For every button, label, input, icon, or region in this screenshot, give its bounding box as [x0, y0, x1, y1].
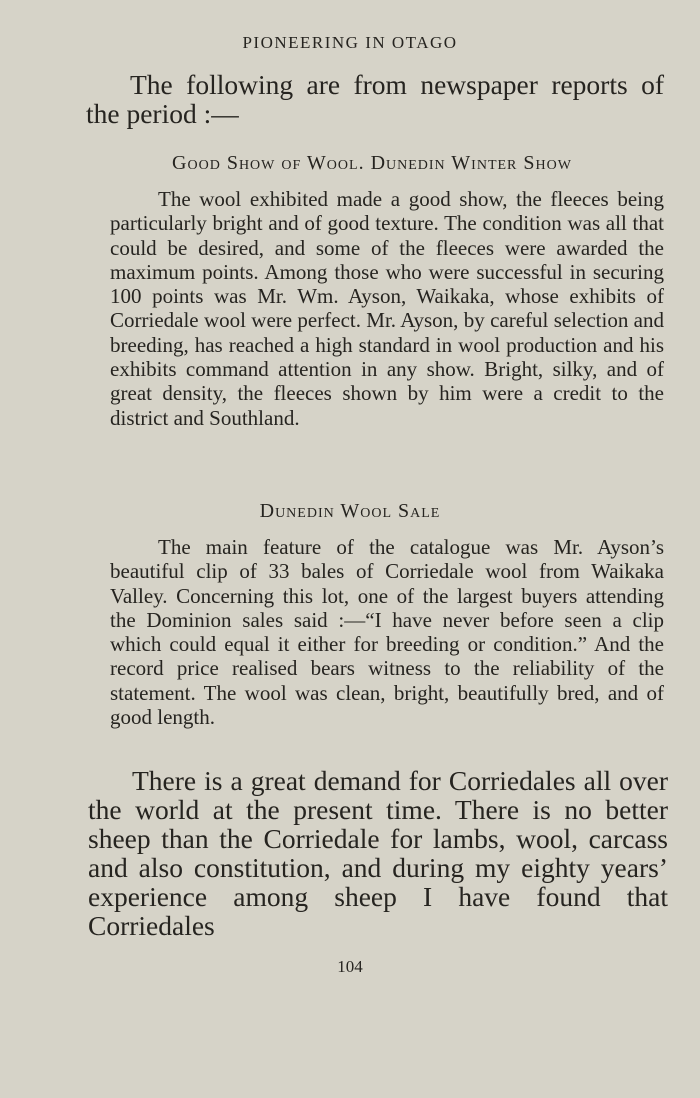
- report-paragraph-wool-sale: The main feature of the catalogue was Mr. Ayson’s beautiful clip of 33 bales of Corriedale wool from Waikaka Valley. Concerning this lot, one of the largest buyers attending the Dominion sales said :—“I have never before seen a clip which could equal it either for breeding or condition.” And the record price realised bears witness to the reliability of the statement. The wool was clean, bright, beautifully bred, and of good length.: [110, 535, 664, 730]
- report-paragraph-wool-show: The wool exhibited made a good show, the fleeces being particularly bright and of good texture. The condition was all that could be desired, and some of the fleeces were awarded the maximum points. Among those who were successful in securing 100 points was Mr. Wm. Ayson, Waikaka, whose exhibits of Corriedale wool were perfect. Mr. Ayson, by careful selection and breeding, has reached a high standard in wool production and his exhibits command attention in any show. Bright, silky, and of great density, the fleeces shown by him were a credit to the district and Southland.: [110, 187, 664, 430]
- page-number: 104: [337, 957, 363, 976]
- running-head: PIONEERING IN OTAGO: [242, 33, 458, 52]
- closing-paragraph: There is a great demand for Corriedales all over the world at the present time. There is no better sheep than the Corriedale for lambs, wool, carcass and also constitution, and during my eighty years’ experience among sheep I have found that Corriedales: [88, 765, 668, 941]
- section-heading-wool-show: Good Show of Wool. Dunedin Winter Show: [172, 152, 572, 174]
- intro-paragraph: The following are from newspaper reports of the period :—: [86, 69, 664, 129]
- section-heading-wool-sale: Dunedin Wool Sale: [259, 500, 441, 522]
